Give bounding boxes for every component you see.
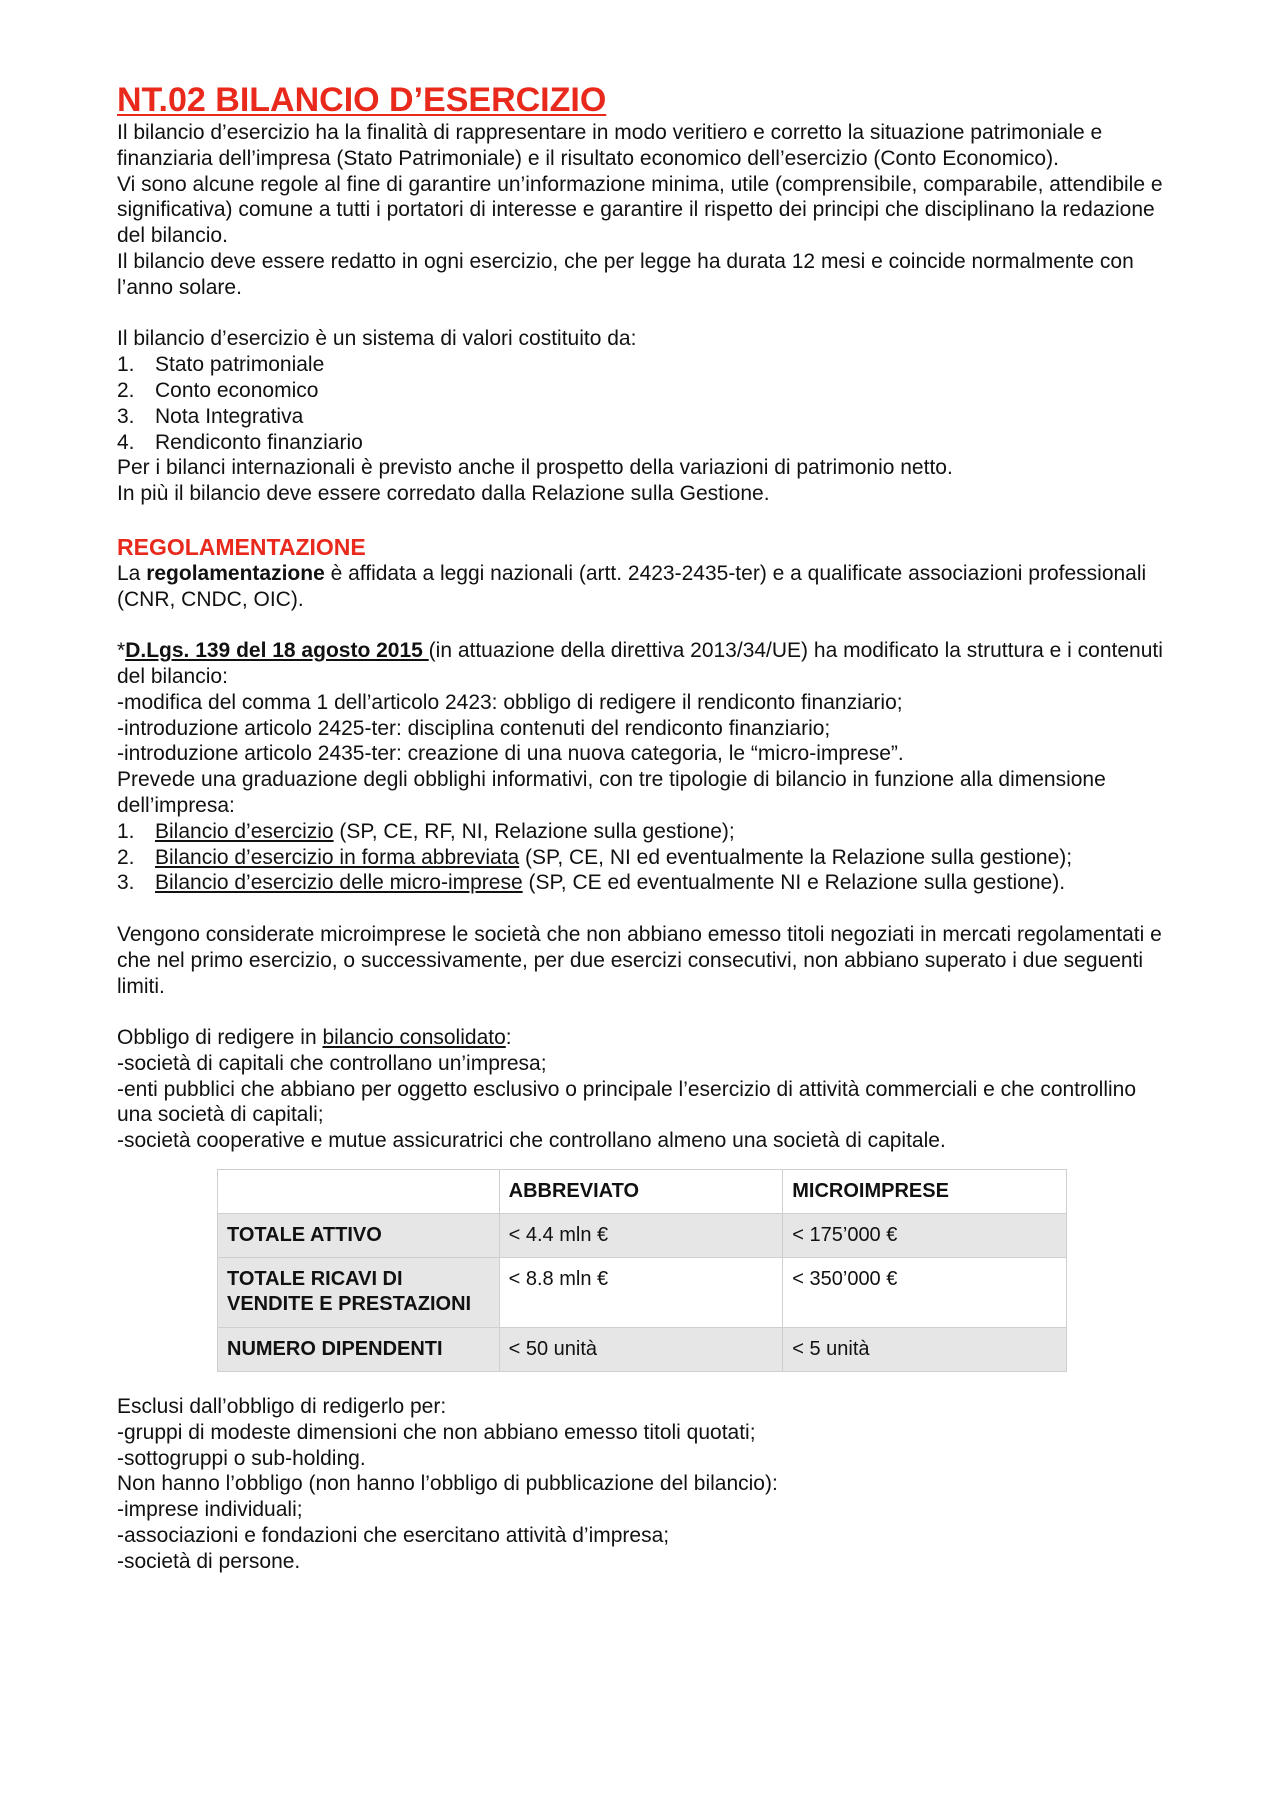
esclusi-item: -sottogruppi o sub-holding. [117,1446,366,1470]
section-title-regolamentazione: REGOLAMENTAZIONE [117,533,366,560]
list-item: 2. Bilancio d’esercizio in forma abbreviata (SP, CE, NI ed eventualmente la Relazione sulla gestione); [117,845,1073,869]
list-item: 1. Stato patrimoniale [117,353,325,377]
table-row-label: TOTALE ATTIVO [218,1214,500,1258]
table-row-label: NUMERO DIPENDENTI [218,1328,500,1372]
no-obbligo-intro: Non hanno l’obbligo (non hanno l’obbligo di pubblicazione del bilancio): [117,1472,778,1496]
intro-block [117,120,1167,301]
dlgs-reference: D.Lgs. 139 del 18 agosto 2015 [125,639,429,663]
consolidato-item: -enti pubblici che abbiano per oggetto esclusivo o principale l’esercizio di attività commerciali e che controllino una società di capitali; [117,1077,1137,1127]
list-item: 2. Conto economico [117,378,319,402]
no-obbligo-item: -associazioni e fondazioni che esercitano attività d’impresa; [117,1524,670,1548]
intro-paragraph: Vi sono alcune regole al fine di garantire un’informazione minima, utile (comprensibile, comparabile, attendibile e significativa) comune a tutti i portatori di interesse e garantire il rispetto dei principi che disciplinano la redazione del bilancio. [117,172,1163,248]
table-row [218,1214,1067,1258]
types-list [117,819,1167,896]
system-note: In più il bilancio deve essere corredato dalla Relazione sulla Gestione. [117,482,770,506]
consolidato-item: -società cooperative e mutue assicuratrici che controllano almeno una società di capitale. [117,1129,946,1153]
regolamentazione-paragraph: La regolamentazione è affidata a leggi nazionali (artt. 2423-2435-ter) e a qualificate associazioni professionali (CNR, CNDC, OIC). [117,561,1147,611]
change-item: -modifica del comma 1 dell’articolo 2423: obbligo di redigere il rendiconto finanziario; [117,690,903,714]
intro-paragraph: Il bilancio d’esercizio ha la finalità di rappresentare in modo veritiero e corretto la situazione patrimoniale e finanziaria dell’impresa (Stato Patrimoniale) e il risultato economico dell’esercizio (Conto Economico). [117,121,1103,170]
esclusi-intro: Esclusi dall’obbligo di redigerlo per: [117,1395,447,1419]
table-header-cell: MICROIMPRESE [783,1170,1067,1214]
list-item: 3. Nota Integrativa [117,404,304,428]
no-obbligo-item: -società di persone. [117,1549,301,1573]
table-cell: < 5 unità [783,1328,1067,1372]
table-row [218,1258,1067,1328]
system-intro: Il bilancio d’esercizio è un sistema di valori costituito da: [117,327,637,351]
no-obbligo-item: -imprese individuali; [117,1498,303,1522]
table-header-row [218,1170,1067,1214]
document-page [117,80,1167,1575]
table-cell: < 350’000 € [783,1258,1067,1328]
page-title: NT.02 BILANCIO D’ESERCIZIO [117,81,607,119]
table-header-cell [218,1170,500,1214]
consolidato-item: -società di capitali che controllano un’impresa; [117,1051,547,1075]
table-row-label: TOTALE RICAVI DI VENDITE E PRESTAZIONI [218,1258,500,1328]
table-row [218,1328,1067,1372]
esclusi-item: -gruppi di modeste dimensioni che non abbiano emesso titoli quotati; [117,1420,756,1444]
list-item: 1. Bilancio d’esercizio (SP, CE, RF, NI, Relazione sulla gestione); [117,819,735,843]
table-header-cell: ABBREVIATO [499,1170,783,1214]
list-item: 4. Rendiconto finanziario [117,430,363,454]
system-note: Per i bilanci internazionali è previsto anche il prospetto della variazioni di patrimonio netto. [117,456,953,480]
table-cell: < 4.4 mln € [499,1214,783,1258]
change-item: Prevede una graduazione degli obblighi informativi, con tre tipologie di bilancio in funzione alla dimensione dell’impresa: [117,768,1106,817]
microimprese-paragraph: Vengono considerate microimprese le società che non abbiano emesso titoli negoziati in mercati regolamentati e che nel primo esercizio, o successivamente, per due esercizi consecutivi, non abbiano superato i due seguenti limiti. [117,922,1162,998]
system-list [117,352,1167,455]
table-cell: < 8.8 mln € [499,1258,783,1328]
list-item: 3. Bilancio d’esercizio delle micro-imprese (SP, CE ed eventualmente NI e Relazione sulla gestione). [117,871,1066,895]
table-cell: < 50 unità [499,1328,783,1372]
table-cell: < 175’000 € [783,1214,1067,1258]
consolidato-intro: Obbligo di redigere in bilancio consolidato: [117,1026,512,1050]
limits-table [217,1169,1067,1372]
change-item: -introduzione articolo 2425-ter: disciplina contenuti del rendiconto finanziario; [117,716,831,740]
dlgs-paragraph: *D.Lgs. 139 del 18 agosto 2015 (in attuazione della direttiva 2013/34/UE) ha modificato la struttura e i contenuti del bilancio: [117,639,1163,688]
intro-paragraph: Il bilancio deve essere redatto in ogni esercizio, che per legge ha durata 12 mesi e coincide normalmente con l’anno solare. [117,249,1134,299]
change-item: -introduzione articolo 2435-ter: creazione di una nuova categoria, le “micro-imprese”. [117,742,904,766]
